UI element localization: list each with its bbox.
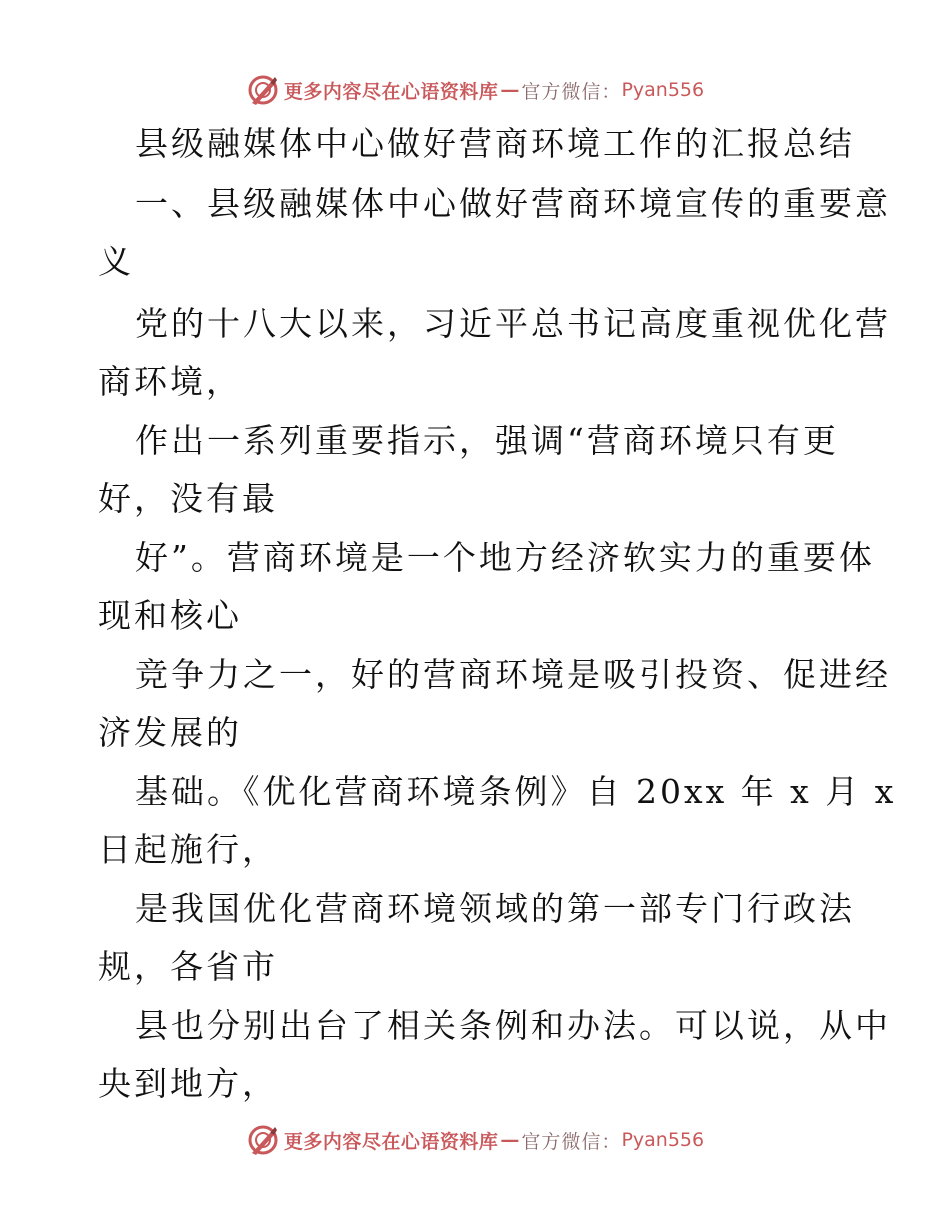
text-line: 好”。营商环境是一个地方经济软实力的重要体 [135, 538, 875, 577]
banner-main-text: 更多内容尽在心语资料库 [283, 80, 499, 103]
text-line: 是我国优化营商环境领域的第一部专门行政法 [135, 889, 855, 928]
banner-separator: — [500, 1129, 520, 1151]
banner-main-text: 更多内容尽在心语资料库 [283, 1130, 499, 1153]
text-line: 规，各省市 [98, 947, 278, 986]
banner-wechat-id: Pyan556 [621, 1129, 705, 1151]
text-line: 央到地方， [98, 1064, 278, 1103]
text-line: 竞争力之一，好的营商环境是吸引投资、促进经 [135, 655, 891, 694]
banner-wechat-id: Pyan556 [621, 79, 705, 101]
banner-sub-text: 官方微信： [521, 80, 622, 103]
banner-separator: — [500, 79, 520, 101]
text-line: 党的十八大以来，习近平总书记高度重视优化营 [135, 304, 891, 343]
text-line: 义 [98, 242, 134, 281]
text-line: 好，没有最 [98, 479, 278, 518]
text-line: 县也分别出台了相关条例和办法。可以说，从中 [135, 1006, 891, 1045]
header-banner [0, 70, 950, 110]
text-line: 现和核心 [98, 596, 242, 635]
text-line: 基础。《优化营商环境条例》自 20xx 年 x 月 x [135, 772, 897, 811]
pen-swirl-logo-icon [246, 1123, 280, 1157]
text-line: 济发展的 [98, 713, 242, 752]
pen-swirl-logo-icon [246, 73, 280, 107]
text-line: 日起施行， [98, 830, 278, 869]
text-line: 作出一系列重要指示，强调“营商环境只有更 [135, 421, 839, 460]
footer-banner [0, 1120, 950, 1160]
banner-sub-text: 官方微信： [521, 1130, 622, 1153]
section-heading: 一、县级融媒体中心做好营商环境宣传的重要意 [135, 184, 891, 223]
document-title: 县级融媒体中心做好营商环境工作的汇报总结 [135, 124, 855, 163]
text-line: 商环境， [98, 362, 242, 401]
